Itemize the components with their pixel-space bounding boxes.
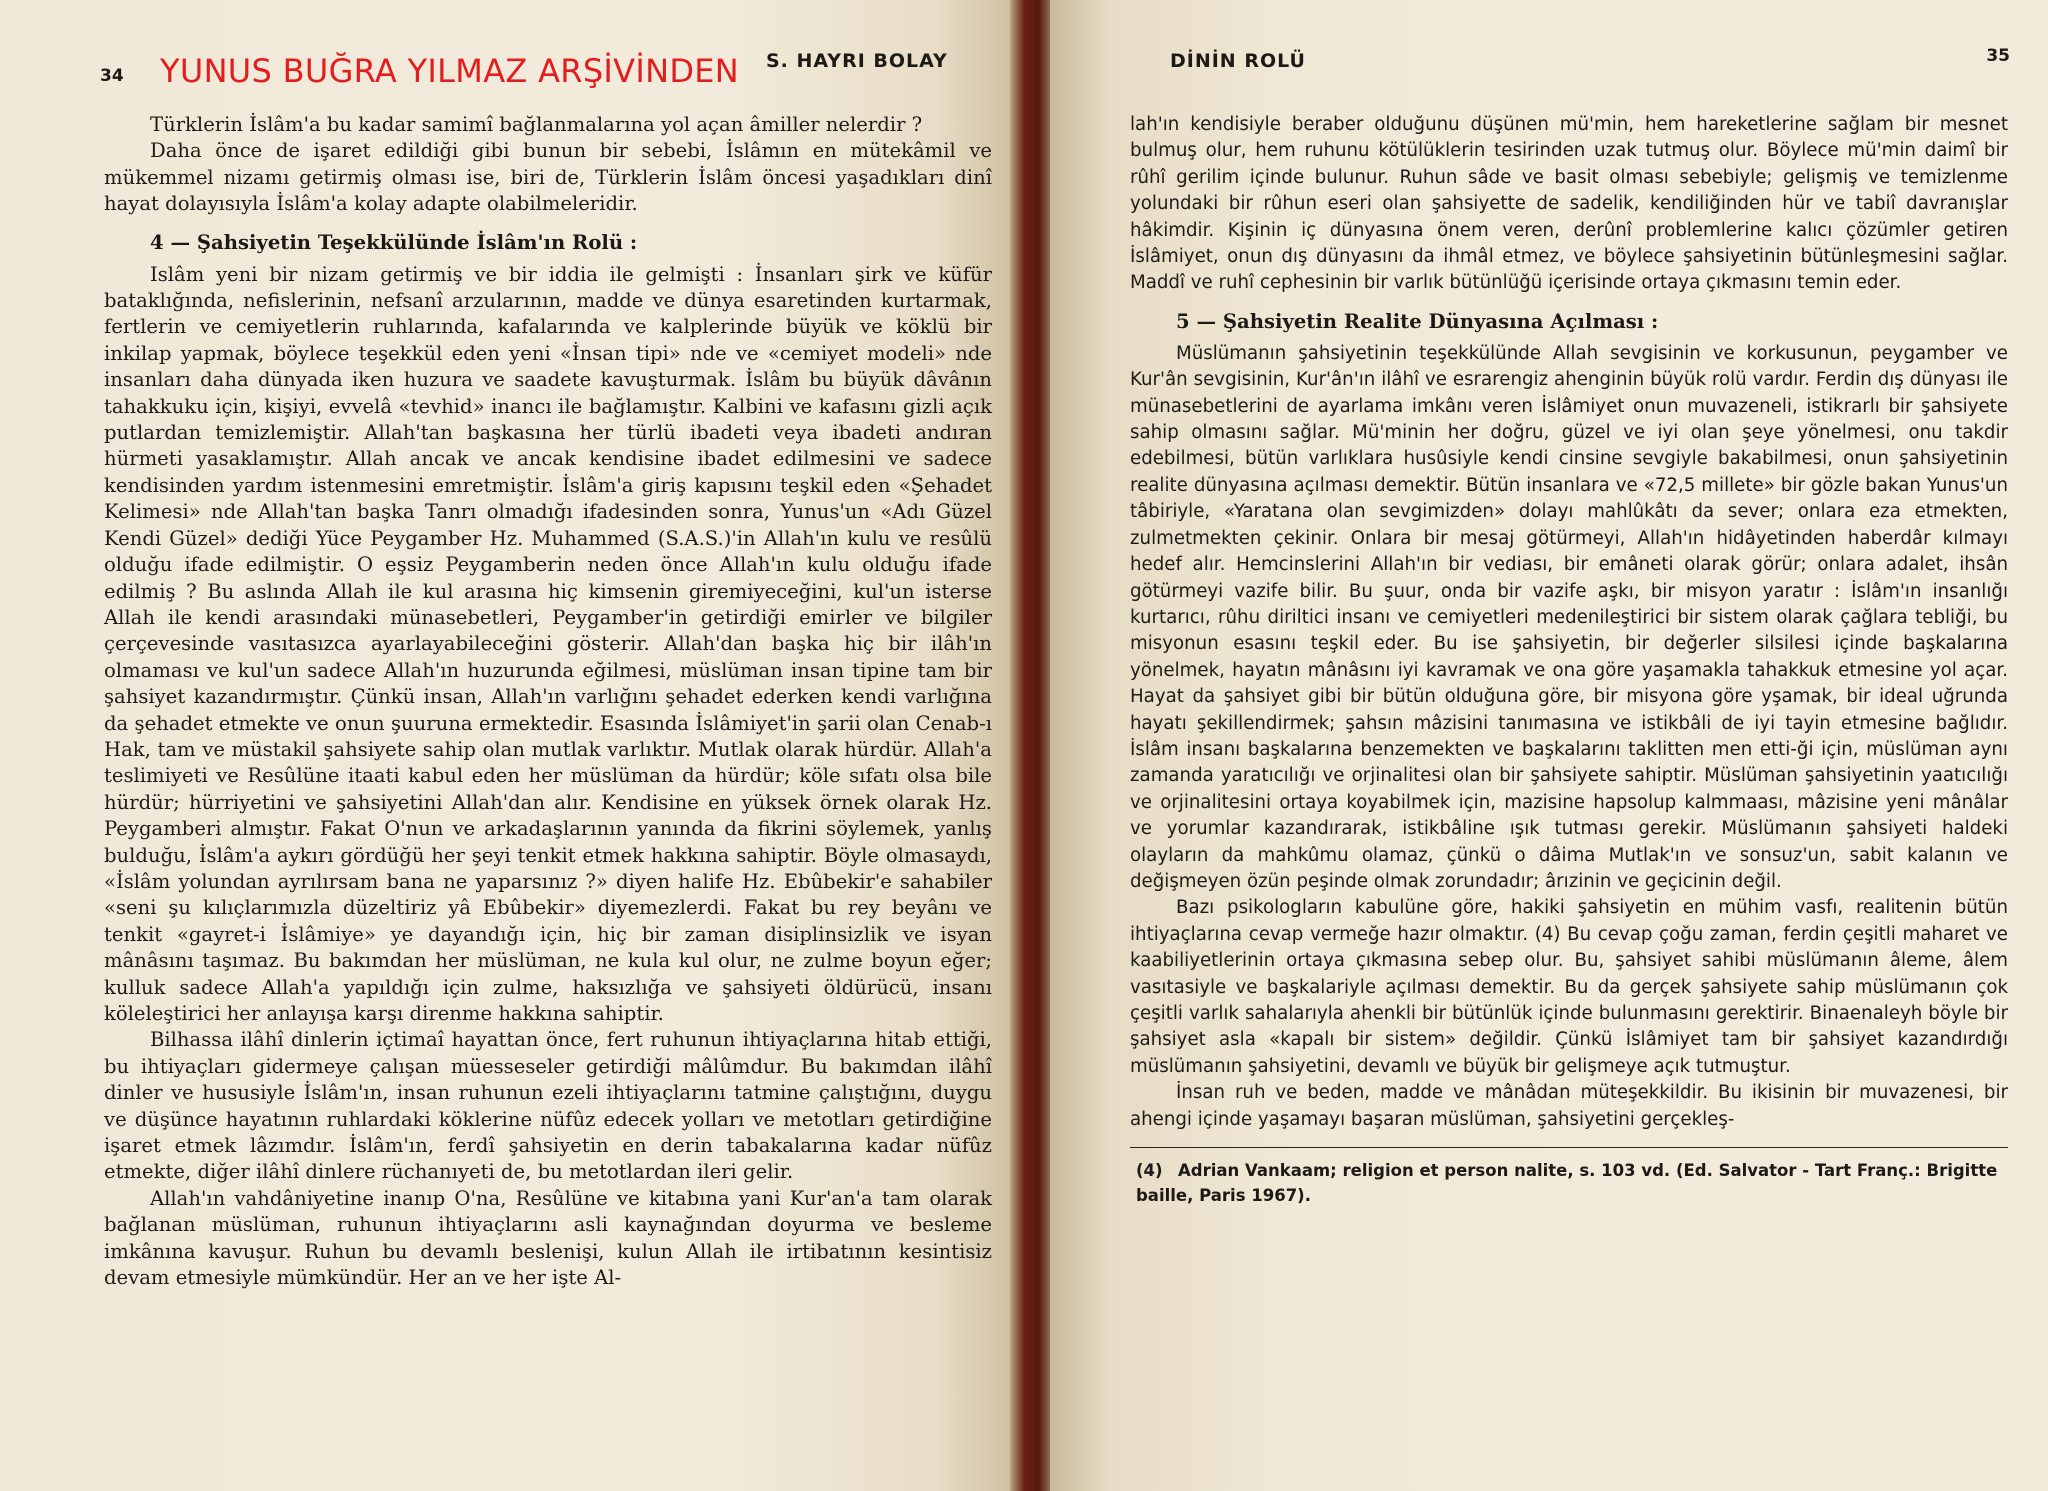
running-head-author: S. HAYRI BOLAY bbox=[766, 50, 948, 72]
paragraph: Allah'ın vahdâniyetine inanıp O'na, Resûlüne ve kitabına yani Kur'an'a tam olarak bağlanan müslüman, ruhunun ihtiyaçlarını asli kaynağından doyurma ve besleme imkânına kavuşur. Ruhun bu devamlı beslenişi, kulun Allah ile irtibatının kesintisiz devam etmesiyle mümkündür. Her an ve her işte Al- bbox=[104, 1186, 992, 1290]
paragraph: Daha önce de işaret edildiği gibi bunun bir sebebi, İslâmın en mütekâmil ve mükemmel nizamı getirmiş olması ise, biri de, Türklerin İslâm öncesi yaşadıkları dinî hayat dolayısıyla İslâm'a kolay adapte olabilmeleridir. bbox=[104, 139, 992, 216]
paragraph: Bazı psikologların kabulüne göre, hakiki şahsiyetin en mühim vasfı, realitenin bütün ihtiyaçlarına cevap vermeğe hazır olmaktır. (4) Bu cevap çoğu zaman, ferdin çeşitli maharet ve kaabiliyetlerinin ortaya çıkmasına sebep olur. Bu, şahsiyet sahibi müslümanın âleme, âlem vasıtasiyle ve başkalariyle açılması demektir. Bu da gerçek şahsiyete sahip müslümanın çok çeşitli varlık sahalarıyla ahenkli bir bütünlük içinde bulunmasını gerektirir. Binaenaleyh böyle bir şahsiyet asla «kapalı bir sistem» değildir. Çünkü İslâmiyet tam bir şahsiyet kazandırdığı müslümanın şahsiyetini, devamlı ve büyük bir gelişmeye açık tutmuştur. bbox=[1130, 897, 2008, 1077]
left-page-body bbox=[104, 112, 992, 1291]
page-number: 35 bbox=[1986, 46, 2010, 66]
left-page-header bbox=[100, 50, 992, 102]
footnote-text: Adrian Vankaam; religion et person nalite, s. 103 vd. (Ed. Salvator - Tart Franç.: Brigitte baille, Paris 1967). bbox=[1136, 1161, 1998, 1206]
paragraph: Bilhassa ilâhî dinlerin içtimaî hayattan önce, fert ruhunun ihtiyaçlarına hitab ettiği, bu ihtiyaçları gidermeye çalışan müesseseler getirdiği mâlûmdur. Bu bakımdan ilâhî dinler ve hususiyle İslâm'ın, insan ruhunun ezeli ihtiyaçlarını tatmine çalıştığını, duygu ve düşünce hayatının ruhlardaki köklerine nüfûz edecek yolları ve metotları getirdiğine işaret etmek lâzımdır. İslâm'ın, ferdî şahsiyetin en derin tabakalarına kadar nüfûz etmekte, diğer ilâhî dinlere rüchanıyeti de, bu metotlardan ileri gelir. bbox=[104, 1028, 992, 1184]
left-page bbox=[0, 0, 1018, 1491]
paragraph: lah'ın kendisiyle beraber olduğunu düşünen mü'min, hem hareketlerine sağlam bir mesnet bulmuş olur, hem ruhunu kötülüklerin tesirinden uzak tutmuş olur. Böylece mü'min daimî bir rûhî gerilim içinde bulunur. Ruhun sâde ve basit olması sebebiyle; gelişmiş ve temizlenme yolundaki bir rûhun eseri olan şahsiyette de sadelik, kendiliğinden hür ve tabiî davranışlar hâkimdir. Kişinin iç dünyasına önem veren, derûnî problemlerine kalıcı çözümler getiren İslâmiyet, onun dış dünyasını da ihmâl etmez, ve böylece şahsiyetinin bütünleşmesini sağlar. Maddî ve ruhî cephesinin bir varlık bütünlüğü içerisinde ortaya çıkmasını temin eder. bbox=[1130, 114, 2008, 294]
paragraph: İnsan ruh ve beden, madde ve mânâdan müteşekkildir. Bu ikisinin bir muvazenesi, bir ahengi içinde yaşamayı başaran müslüman, şahsiyetini gerçekleş- bbox=[1130, 1082, 2008, 1130]
footnote-divider bbox=[1130, 1147, 2008, 1148]
paragraph: Müslümanın şahsiyetinin teşekkülünde Allah sevgisinin ve korkusunun, peygamber ve Kur'ân sevgisinin, Kur'ân'ın ilâhî ve esrarengiz ahenginin büyük rolü vardır. Ferdin dış dünyası ile münasebetlerini de ayarlama imkânı veren İslâmiyet onun muvazeneli, istikrarlı bir şahsiyete sahip olmasını sağlar. Mü'minin her doğru, güzel ve iyi olan şeye yönelmesi, onu takdir edebilmesi, bütün varlıklara husûsiyle kendi cinsine sevgiyle bakabilmesi, onun şahsiyetinin realite dünyasına açılması demektir. Bütün insanlara ve «72,5 millete» bir gözle bakan Yunus'un tâbiriyle, «Yaratana olan sevgimizden» dolayı mahlûkâtı da sever; onlara eza etmekten, zulmetmekten çekinir. Onlara bir mesaj götürmeyi, Allah'ın hidâyetinden haberdâr kılmayı hedef alır. Hemcinslerini Allah'ın bir vediası, bir emâneti olarak görür; onlara adalet, ihsân götürmeyi vazife bilir. Bu şuur, onda bir vazife aşkı, bir misyon yaratır : İslâm'ın insanlığı kurtarıcı, rûhu diriltici insanı ve cemiyetleri medenileştirici bir sistem olarak çağlara tebliği, bu misyonun esasını teşkil eder. Bu ise şahsiyetin, bir değerler silsilesi içinde başkalarına yönelmek, hayatın mânâsını iyi kavramak ve ona göre yaşamakla tahakkuk etmesine yol açar. Hayat da şahsiyet gibi bir bütün olduğuna göre, bir misyona göre yşamak, bir ideal uğrunda hayatı şekillendirmek; şahsın mâzisini tanımasına ve istikbâli de iyi tayin etmesine bağlıdır. İslâm insanı başkalarına benzemekten ve başkalarını taklitten men etti-ği için, müslüman aynı zamanda yaratıcılığı ve orjinalitesi olan bir şahsiyete sahiptir. Müslüman şahsiyetinin yaatıcılığı ve orjinalitesini ortaya koyabilmek için, mazisine hapsolup kalmmaası, mâzisine yeni mânâlar ve yorumlar kazandırarak, istikbâline ışık tutması gerekir. Müslümanın şahsiyeti haldeki olayların da mahkûmu olamaz, çünkü o dâima Mutlak'ın ve sonsuz'un, sabit kalanın ve değişmeyen özün peşinde olmak zorundadır; ârızinin ve geçicinin değil. bbox=[1130, 342, 2008, 892]
paragraph: Islâm yeni bir nizam getirmiş ve bir iddia ile gelmişti : İnsanları şirk ve küfür bataklığında, nefislerinin, nefsanî arzularının, madde ve dünya esaretinden kurtarmak, fertlerin ve cemiyetlerin ruhlarında, kafalarında ve kalplerinde büyük ve köklü bir inkilap yapmak, böylece teşekkül eden yeni «İnsan tipi» nde ve «cemiyet modeli» nde insanları daha dünyada iken huzura ve saadete kavuşturmak. İslâm bu büyük dâvânın tahakkuku için, kişiyi, evvelâ «tevhid» inancı ile bağlamıştır. Kalbini ve kafasını gizli açık putlardan temizlemiştir. Allah'tan başkasına her türlü ibadeti veya ibadeti andıran hürmeti yasaklamıştır. Allah ancak ve ancak kendisine ibadet edilmesini ve sadece kendisinden yardım istenmesini emretmiştir. İslâm'a giriş kapısını teşkil eden «Şehadet Kelimesi» nde Allah'tan başka Tanrı olmadığı ifadesinden sonra, Yunus'un «Adı Güzel Kendi Güzel» dediği Yüce Peygamber Hz. Muhammed (S.A.S.)'in Allah'ın kulu ve resûlü olduğu ifade edilmiştir. O eşsiz Peygamberin neden önce Allah'ın kulu olduğu ifade edilmiş ? Bu aslında Allah ile kul arasına hiç kimsenin giremiyeceğini, kul'un isterse Allah ile kendi arasındaki münasebetleri, Peygamber'in getirdiği emirler ve bilgiler çerçevesinde vasıtasızca ayarlayabileceğini gösterir. Allah'dan başka hiç bir ilâh'ın olmaması ve kul'un sadece Allah'ın huzurunda eğilmesi, müslüman insan tipine tam bir şahsiyet kazandırmıştır. Çünkü insan, Allah'ın varlığını şehadet ederken kendi varlığına da şehadet etmekte ve onun şuuruna ermektedir. Esasında İslâmiyet'in şarii olan Cenab-ı Hak, tam ve müstakil şahsiyete sahip olan mutlak varlıktır. Mutlak olarak hürdür. Allah'a teslimiyeti ve Resûlüne itaati kabul eden her müslüman da hürdür; köle sıfatı olsa bile hürdür; hürriyetini ve şahsiyetini Allah'dan alır. Kendisine en yüksek örnek olarak Hz. Peygamberi almıştır. Fakat O'nun ve arkadaşlarının yanında da fikrini söylemek, yanlış bulduğu, İslâm'a aykırı gördüğü her şeyi tenkit etmek hakkına sahiptir. Böyle olmasaydı, «İslâm yolundan ayrılırsam bana ne yaparsınız ?» diyen halife Hz. Ebûbekir'e sahabiler «seni şu kılıçlarımızla düzeltiriz yâ Ebûbekir» diyemezlerdi. Fakat bu rey beyânı ve tenkit «gayret-i İslâmiye» ye dayandığı için, hiç bir zaman disiplinsizlik ve isyan mânâsını taşımaz. Bu bakımdan her müslüman, ne kula kul olur, ne zulme boyun eğer; kulluk sadece Allah'a yapıldığı için zulme, haksızlığa ve şahsiyeti öldürücü, insanı köleleştirici her anlayışa karşı direnme hakkına sahiptir. bbox=[104, 262, 992, 1025]
section-heading: 4 — Şahsiyetin Teşekkülünde İslâm'ın Rolü : bbox=[150, 230, 638, 254]
archive-watermark: YUNUS BUĞRA YILMAZ ARŞİVİNDEN bbox=[160, 52, 740, 90]
page-number: 34 bbox=[100, 66, 124, 86]
section-heading: 5 — Şahsiyetin Realite Dünyasına Açılması : bbox=[1176, 309, 1659, 333]
footnote bbox=[1130, 1158, 2008, 1208]
right-page bbox=[1050, 0, 2048, 1491]
right-page-header bbox=[1130, 48, 2008, 100]
footnote-mark: (4) bbox=[1136, 1161, 1163, 1181]
paragraph: Türklerin İslâm'a bu kadar samimî bağlanmalarına yol açan âmiller nelerdir ? bbox=[150, 113, 923, 136]
right-page-body bbox=[1130, 112, 2008, 1208]
running-head-chapter: DİNİN ROLÜ bbox=[1170, 50, 1306, 72]
